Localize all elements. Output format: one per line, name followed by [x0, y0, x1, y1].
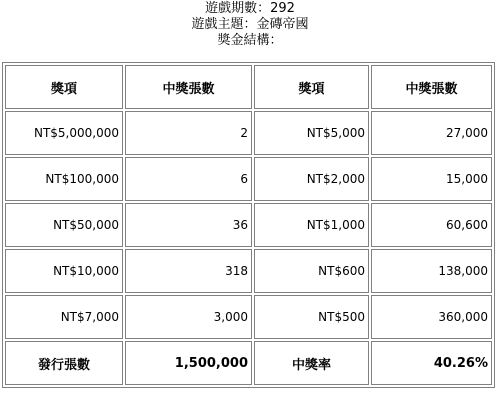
- table-header-row: [5, 65, 492, 109]
- table-row: [5, 111, 492, 155]
- winning-count-cell: 6: [125, 157, 252, 201]
- issue-number-text: 遊戲期數：292: [205, 1, 295, 16]
- issued-tickets-label: 發行張數: [5, 341, 123, 385]
- issued-tickets-value: 1,500,000: [125, 341, 252, 385]
- game-theme-text: 遊戲主題：金磚帝國: [191, 17, 309, 32]
- winning-count-cell: 2: [125, 111, 252, 155]
- winning-rate-label: 中獎率: [254, 341, 369, 385]
- winning-rate-value: 40.26%: [371, 341, 492, 385]
- column-header-winning-count: 中獎張數: [125, 65, 252, 109]
- winning-count-cell: 3,000: [125, 295, 252, 339]
- prize-amount-cell: NT$100,000: [5, 157, 123, 201]
- prize-amount-cell: NT$500: [254, 295, 369, 339]
- winning-count-cell: 360,000: [371, 295, 492, 339]
- prize-amount-cell: NT$10,000: [5, 249, 123, 293]
- column-header-prize: 獎項: [5, 65, 123, 109]
- prize-amount-cell: NT$5,000: [254, 111, 369, 155]
- winning-count-cell: 318: [125, 249, 252, 293]
- table-row: [5, 249, 492, 293]
- winning-count-cell: 27,000: [371, 111, 492, 155]
- prize-amount-cell: NT$50,000: [5, 203, 123, 247]
- table-row: [5, 157, 492, 201]
- table-row: [5, 203, 492, 247]
- winning-count-cell: 15,000: [371, 157, 492, 201]
- winning-count-cell: 36: [125, 203, 252, 247]
- game-info-header: [0, 0, 500, 49]
- prize-amount-cell: NT$5,000,000: [5, 111, 123, 155]
- prize-amount-cell: NT$7,000: [5, 295, 123, 339]
- table-total-row: [5, 341, 492, 385]
- prize-amount-cell: NT$600: [254, 249, 369, 293]
- prize-structure-label: 獎金結構：: [217, 33, 283, 48]
- winning-count-cell: 60,600: [371, 203, 492, 247]
- prize-structure-table: [2, 62, 495, 388]
- winning-count-cell: 138,000: [371, 249, 492, 293]
- column-header-prize: 獎項: [254, 65, 369, 109]
- table-row: [5, 295, 492, 339]
- column-header-winning-count: 中獎張數: [371, 65, 492, 109]
- prize-amount-cell: NT$1,000: [254, 203, 369, 247]
- prize-amount-cell: NT$2,000: [254, 157, 369, 201]
